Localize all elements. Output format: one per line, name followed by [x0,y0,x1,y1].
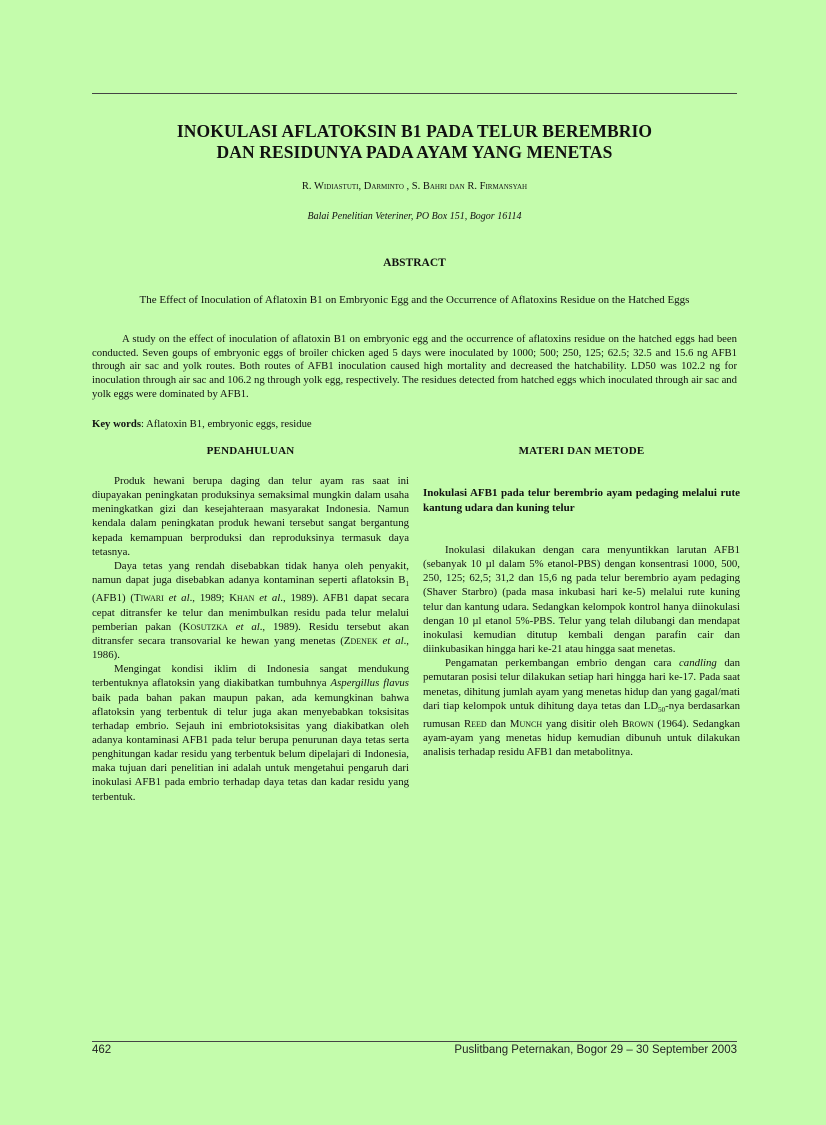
section-heading-materi-dan-metode: MATERI DAN METODE [518,445,645,457]
paper-title [92,121,737,163]
text-run: dan pemutaran posisi telur dilakukan setiap hari hingga hari ke-17. Pada saat menetas, dihitung jumlah ayam yang menetas hidup dan yang gagal/mati dari tiap kelompok untuk dihitung daya tetas dan LD [423,657,740,712]
abstract-english-title: The Effect of Inoculation of Aflatoxin B1 on Embryonic Egg and the Occurrence of Aflatoxins Residue on the Hatched Eggs [139,294,690,306]
text-run: Daya tetas yang rendah disebabkan tidak hanya oleh penyakit, namun dapat juga disebabkan adanya kontaminan seperti aflatoksin B [92,559,409,587]
citation-author: Reed [463,718,487,731]
text-run: ., 1989). AFB1 dapat secara cepat ditransfer ke telur dan menimbulkan residu pada telur melalui pemberian pakan ( [92,592,410,633]
method-paragraph-1: Inokulasi dilakukan dengan cara menyuntikkan larutan AFB1 (sebanyak 10 µl dalam 5% etanol-PBS) dengan konsentrasi 1000, 500, 250, 125; 62,5; 31,2 dan 15,6 ng pada telur berembrio ayam pedaging (Shaver Starbro) (pada masa inkubasi hari ke-5) melalui rute kuning telur dan kantung udara. Sedangkan kelompok kontrol hanya diinokulasi dengan 10 µl etanol 5%-PBS. Telur yang telah dilubangi dan mendapat inokulasi kemudian ditutup kembali dengan parafin cair dan diinkubasikan hingga hari ke-21 atau hingga saat menetas. [423,544,740,656]
method-paragraph-2 [423,656,740,759]
text-run: ., 1989; [189,592,230,605]
citation-author: Khan [229,592,255,605]
et-al: et al [377,634,404,647]
subsection-heading: Inokulasi AFB1 pada telur berembrio ayam pedaging melalui rute kantung udara dan kuning telur [423,487,740,514]
section-heading-pendahuluan: PENDAHULUAN [206,445,295,457]
text-run: (AFB1) ( [92,592,135,605]
intro-paragraph-1: Produk hewani berupa daging dan telur ayam ras saat ini diupayakan peningkatan produksinya semaksimal mungkin dalam usaha meningkatkan gizi dan kesejahteraan masyarakat Indonesia. Namun kendala dalam peningkatan produk hewani tersebut sangat bergantung kepada kemampuan berproduksi dan reproduksinya termasuk daya tetasnya. [92,475,409,558]
author-list: R. Widiastuti, Darminto , S. Bahri dan R. Firmansyah [301,181,528,192]
abstract-body: A study on the effect of inoculation of aflatoxin B1 on embryonic egg and the occurrence of aflatoxins residue on the hatched eggs had been conducted. Seven goups of embryonic eggs of broiler chicken aged 5 days were inoculated by 1000; 500; 250, 125; 62.5; 32.5 and 15.6 ng AFB1 through air sac and yolk routes. Both routes of AFB1 inoculation caused high mortality and decreased the hatchability. LD50 was 102.2 ng for inoculation through air sac and 106.2 ng through yolk egg, respectively. The residues detected from hatched eggs which inoculated through air sac and yolk eggs were dominated by AFB1. [92,333,737,400]
footer-event: Puslitbang Peternakan, Bogor 29 – 30 September 2003 [454,1044,737,1056]
text-run: baik pada bahan pakan maupun pakan, ada kemungkinan bahwa aflatoksin yang terbentuk di telur juga akan menyebabkan toksisitas terhadap embrio. Sejauh ini embriotoksisitas yang diakibatkan oleh adanya kontaminasi AFB1 pada telur berupa penurunan daya tetas serta penghitungan kadar residu yang terbentuk belum dipelajari di Indonesia, maka tujuan dari penelitian ini adalah untuk mengetahui pengaruh dari inokulasi AFB1 pada embrio terhadap daya tetas dan kadar residu yang terbentuk. [92,691,409,803]
text-run: yang disitir oleh [542,718,622,731]
affiliation: Balai Penelitian Veteriner, PO Box 151, Bogor 16114 [307,211,522,222]
keywords [92,418,737,430]
term-candling: candling [679,657,717,670]
citation-author: Kosutzka [182,620,228,633]
text-run: (1964). Sedangkan ayam-ayam yang menetas hidup kemudian dibunuh untuk dilakukan analisis terhadap residu AFB1 dan metabolitnya. [423,718,740,759]
text-run: Mengingat kondisi iklim di Indonesia sangat mendukung terbentuknya aflatoksin yang diakibatkan tumbuhnya [92,663,409,690]
abstract-heading: ABSTRACT [383,257,446,269]
intro-paragraph-2 [92,559,409,662]
text-run: Pengamatan perkembangan embrio dengan cara [445,657,680,670]
text-run: dan [486,718,510,731]
species-name: Aspergillus flavus [330,677,409,690]
title-line-1: INOKULASI AFLATOKSIN B1 PADA TELUR BEREMBRIO [176,121,653,141]
keywords-text: : Aflatoxin B1, embryonic eggs, residue [140,418,312,430]
top-rule [92,93,737,94]
subscript: 1 [405,580,409,589]
citation-author: Zdenek [343,634,378,647]
footer-rule [92,1041,737,1042]
et-al: et al [254,592,281,605]
left-column [92,445,409,804]
right-column [423,445,740,760]
citation-author: Brown [621,718,654,731]
keywords-label: Key words [92,418,141,430]
page-number: 462 [92,1044,112,1056]
text-run: ., 1989). Residu tersebut akan ditransfer secara transovarial ke hewan yang menetas ( [92,620,410,647]
intro-paragraph-3 [92,662,409,804]
title-line-2: DAN RESIDUNYA PADA AYAM YANG MENETAS [216,142,613,162]
citation-author: Munch [509,718,543,731]
et-al: et al [163,592,190,605]
text-run: ., 1986). [92,634,409,662]
text-run: -nya berdasarkan rumusan [423,699,740,731]
citation-author: Tiwari [134,592,164,605]
subscript: 50 [658,705,666,714]
et-al: et al [227,620,260,633]
